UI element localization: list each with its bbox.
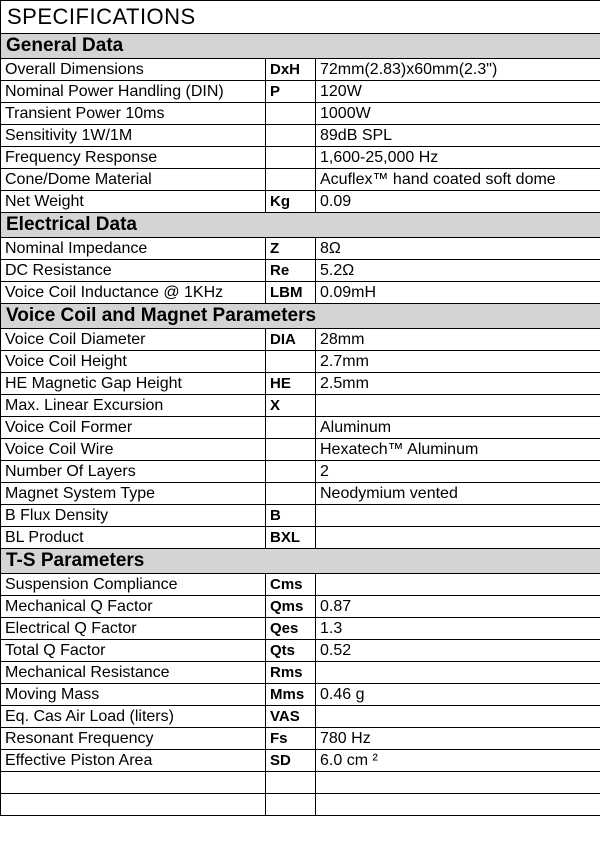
spec-value: 0.87 [316,596,600,618]
spec-value: 5.2Ω [316,260,600,282]
spec-value: 0.46 g [316,684,600,706]
spec-row [1,483,600,505]
spec-value: 2 [316,461,600,483]
spec-label: Net Weight [1,191,266,213]
spec-value: 8Ω [316,238,600,260]
spec-symbol [266,351,316,373]
spec-symbol [266,147,316,169]
spec-value [316,794,600,816]
spec-row [1,395,600,417]
spec-label: Moving Mass [1,684,266,706]
spec-row [1,574,600,596]
spec-label: Max. Linear Excursion [1,395,266,417]
section-header-row [1,549,600,574]
spec-label: Total Q Factor [1,640,266,662]
spec-symbol [266,794,316,816]
spec-label: Magnet System Type [1,483,266,505]
spec-symbol: Cms [266,574,316,596]
spec-value: 780 Hz [316,728,600,750]
spec-value [316,574,600,596]
spec-symbol: HE [266,373,316,395]
spec-row [1,238,600,260]
spec-label: BL Product [1,527,266,549]
spec-row [1,728,600,750]
spec-label: Voice Coil Diameter [1,329,266,351]
section-heading: Electrical Data [1,213,600,238]
spec-label: Eq. Cas Air Load (liters) [1,706,266,728]
spec-label: Mechanical Q Factor [1,596,266,618]
spec-symbol: Re [266,260,316,282]
section-header-row [1,34,600,59]
spec-row [1,461,600,483]
spec-symbol [266,169,316,191]
spec-label: Cone/Dome Material [1,169,266,191]
spec-value [316,527,600,549]
spec-row [1,351,600,373]
spec-symbol [266,483,316,505]
spec-symbol: Fs [266,728,316,750]
spec-row [1,260,600,282]
spec-label: Suspension Compliance [1,574,266,596]
spec-row [1,618,600,640]
spec-label: Mechanical Resistance [1,662,266,684]
spec-symbol: SD [266,750,316,772]
spec-value: 1,600-25,000 Hz [316,147,600,169]
spec-value: 72mm(2.83)x60mm(2.3") [316,59,600,81]
spec-row [1,282,600,304]
spec-label: B Flux Density [1,505,266,527]
spec-label: Resonant Frequency [1,728,266,750]
spec-value: 6.0 cm ² [316,750,600,772]
spec-value: Neodymium vented [316,483,600,505]
page-title: SPECIFICATIONS [1,1,600,34]
spec-symbol: X [266,395,316,417]
spec-symbol [266,125,316,147]
spec-symbol: Mms [266,684,316,706]
spec-symbol: VAS [266,706,316,728]
spec-row [1,169,600,191]
spec-symbol [266,461,316,483]
spec-label: Voice Coil Wire [1,439,266,461]
spec-row [1,527,600,549]
spec-row [1,505,600,527]
spec-row [1,684,600,706]
spec-row [1,706,600,728]
spec-value [316,772,600,794]
spec-row [1,794,600,816]
spec-row [1,329,600,351]
spec-symbol [266,417,316,439]
section-heading: Voice Coil and Magnet Parameters [1,304,600,329]
spec-value [316,395,600,417]
spec-value: 89dB SPL [316,125,600,147]
spec-symbol: DIA [266,329,316,351]
spec-value: 0.09 [316,191,600,213]
spec-row [1,750,600,772]
spec-value: 0.09mH [316,282,600,304]
spec-symbol: Qts [266,640,316,662]
spec-value [316,662,600,684]
spec-label: Frequency Response [1,147,266,169]
spec-label: Nominal Power Handling (DIN) [1,81,266,103]
spec-row [1,103,600,125]
spec-label: HE Magnetic Gap Height [1,373,266,395]
spec-value: 1.3 [316,618,600,640]
section-header-row [1,213,600,238]
section-header-row [1,304,600,329]
spec-label: Effective Piston Area [1,750,266,772]
spec-symbol: BXL [266,527,316,549]
spec-symbol: Rms [266,662,316,684]
section-heading: T-S Parameters [1,549,600,574]
spec-value: Acuflex™ hand coated soft dome [316,169,600,191]
spec-label: Electrical Q Factor [1,618,266,640]
spec-symbol [266,439,316,461]
spec-value: 120W [316,81,600,103]
spec-label [1,794,266,816]
spec-row [1,640,600,662]
spec-label: Voice Coil Former [1,417,266,439]
title-row [1,1,600,34]
spec-row [1,191,600,213]
spec-symbol [266,772,316,794]
spec-label: DC Resistance [1,260,266,282]
spec-row [1,81,600,103]
spec-value [316,706,600,728]
spec-label: Overall Dimensions [1,59,266,81]
spec-symbol: P [266,81,316,103]
spec-symbol: LBM [266,282,316,304]
spec-label: Number Of Layers [1,461,266,483]
spec-symbol: Qms [266,596,316,618]
spec-value [316,505,600,527]
spec-label: Voice Coil Height [1,351,266,373]
spec-row [1,439,600,461]
spec-row [1,125,600,147]
spec-row [1,596,600,618]
spec-value: 28mm [316,329,600,351]
spec-symbol: Kg [266,191,316,213]
spec-value: 1000W [316,103,600,125]
spec-row [1,59,600,81]
spec-label: Nominal Impedance [1,238,266,260]
spec-label: Transient Power 10ms [1,103,266,125]
spec-row [1,662,600,684]
spec-symbol: B [266,505,316,527]
spec-value: 0.52 [316,640,600,662]
spec-value: 2.7mm [316,351,600,373]
spec-row [1,417,600,439]
spec-symbol: Z [266,238,316,260]
spec-symbol [266,103,316,125]
spec-symbol: Qes [266,618,316,640]
section-heading: General Data [1,34,600,59]
spec-row [1,373,600,395]
spec-symbol: DxH [266,59,316,81]
spec-label [1,772,266,794]
spec-label: Voice Coil Inductance @ 1KHz [1,282,266,304]
spec-label: Sensitivity 1W/1M [1,125,266,147]
spec-value: 2.5mm [316,373,600,395]
spec-value: Hexatech™ Aluminum [316,439,600,461]
spec-value: Aluminum [316,417,600,439]
spec-row [1,147,600,169]
spec-row [1,772,600,794]
